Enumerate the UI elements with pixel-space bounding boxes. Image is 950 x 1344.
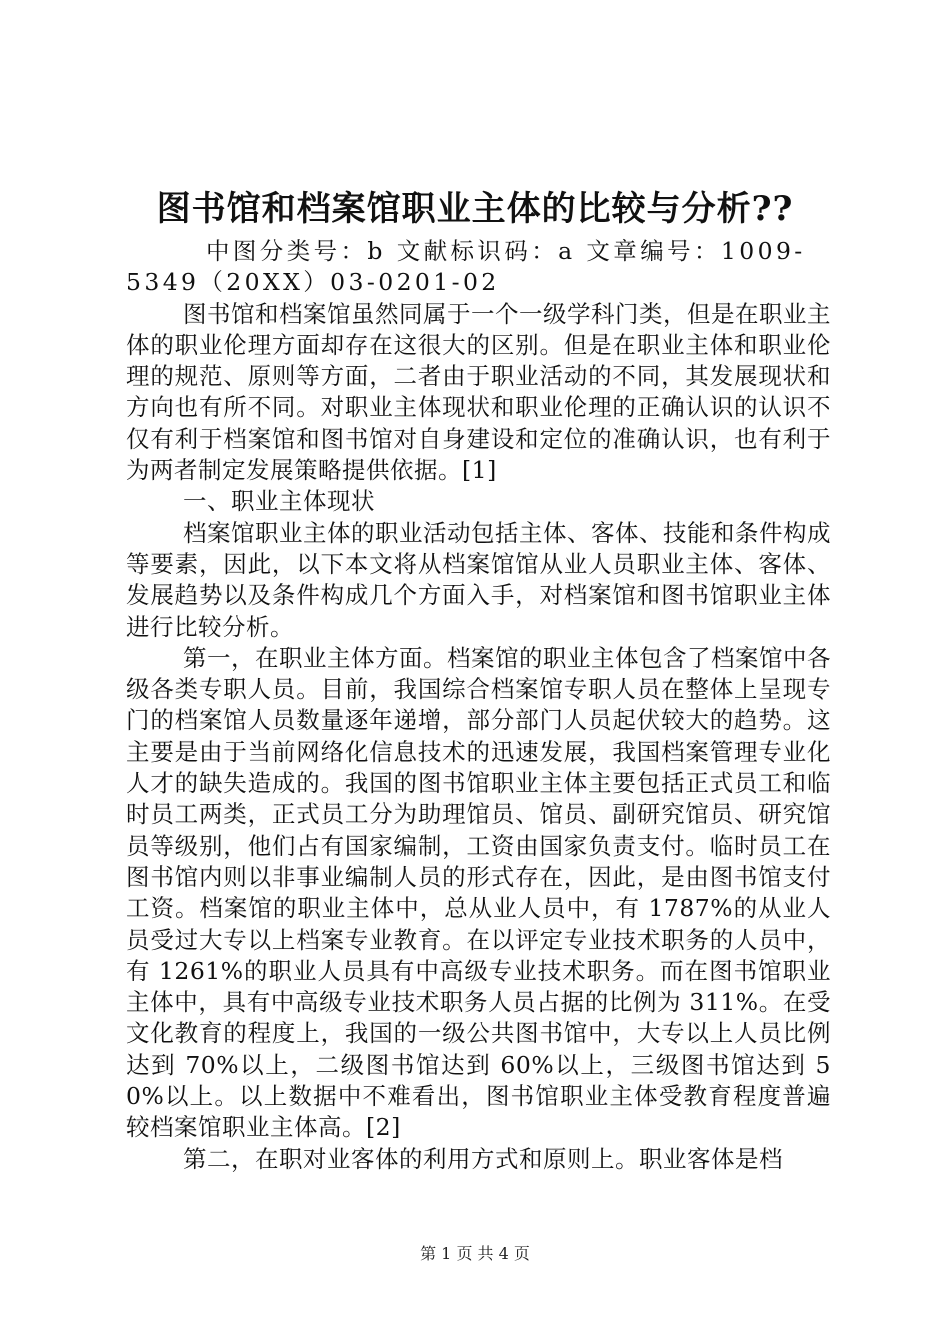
paragraph-intro: 图书馆和档案馆虽然同属于一个一级学科门类，但是在职业主体的职业伦理方面却存在这很大的区别。但是在职业主体和职业伦理的规范、原则等方面，二者由于职业活动的不同，其发展现状和方向也有所不同。对职业主体现状和职业伦理的正确认识的认识不仅有利于档案馆和图书馆对自身建设和定位的准确认识，也有利于为两者制定发展策略提供依据。[1] [126,299,831,485]
paragraph-second-point: 第二，在职对业客体的利用方式和原则上。职业客体是档 [183,1144,783,1173]
page-number-footer: 第 1 页 共 4 页 [420,1244,530,1263]
document-body [126,236,831,1175]
document-title: 图书馆和档案馆职业主体的比较与分析?? [156,189,794,229]
classification-line: 中图分类号：b 文献标识码：a 文章编号：1009-5349（20XX）03-0201-02 [126,237,806,297]
section-heading-1: 一、职业主体现状 [183,487,375,516]
paragraph-first-point: 第一，在职业主体方面。档案馆的职业主体包含了档案馆中各级各类专职人员。目前，我国综合档案馆专职人员在整体上呈现专门的档案馆人员数量逐年递增，部分部门人员起伏较大的趋势。这主要是由于当前网络化信息技术的迅速发展，我国档案管理专业化人才的缺失造成的。我国的图书馆职业主体主要包括正式员工和临时员工两类，正式员工分为助理馆员、馆员、副研究馆员、研究馆员等级别，他们占有国家编制，工资由国家负责支付。临时员工在图书馆内则以非事业编制人员的形式存在，因此，是由图书馆支付工资。档案馆的职业主体中，总从业人员中，有 1787%的从业人员受过大专以上档案专业教育。在以评定专业技术职务的人员中，有 1261%的职业人员具有中高级专业技术职务。而在图书馆职业主体中，具有中高级专业技术职务人员占据的比例为 311%。在受文化教育的程度上，我国的一级公共图书馆中，大专以上人员比例达到 70%以上，二级图书馆达到 60%以上，三级图书馆达到 50%以上。以上数据中不难看出，图书馆职业主体受教育程度普遍较档案馆职业主体高。[2] [126,643,831,1142]
paragraph-elements: 档案馆职业主体的职业活动包括主体、客体、技能和条件构成等要素，因此，以下本文将从档案馆馆从业人员职业主体、客体、发展趋势以及条件构成几个方面入手，对档案馆和图书馆职业主体进行比较分析。 [126,518,831,641]
